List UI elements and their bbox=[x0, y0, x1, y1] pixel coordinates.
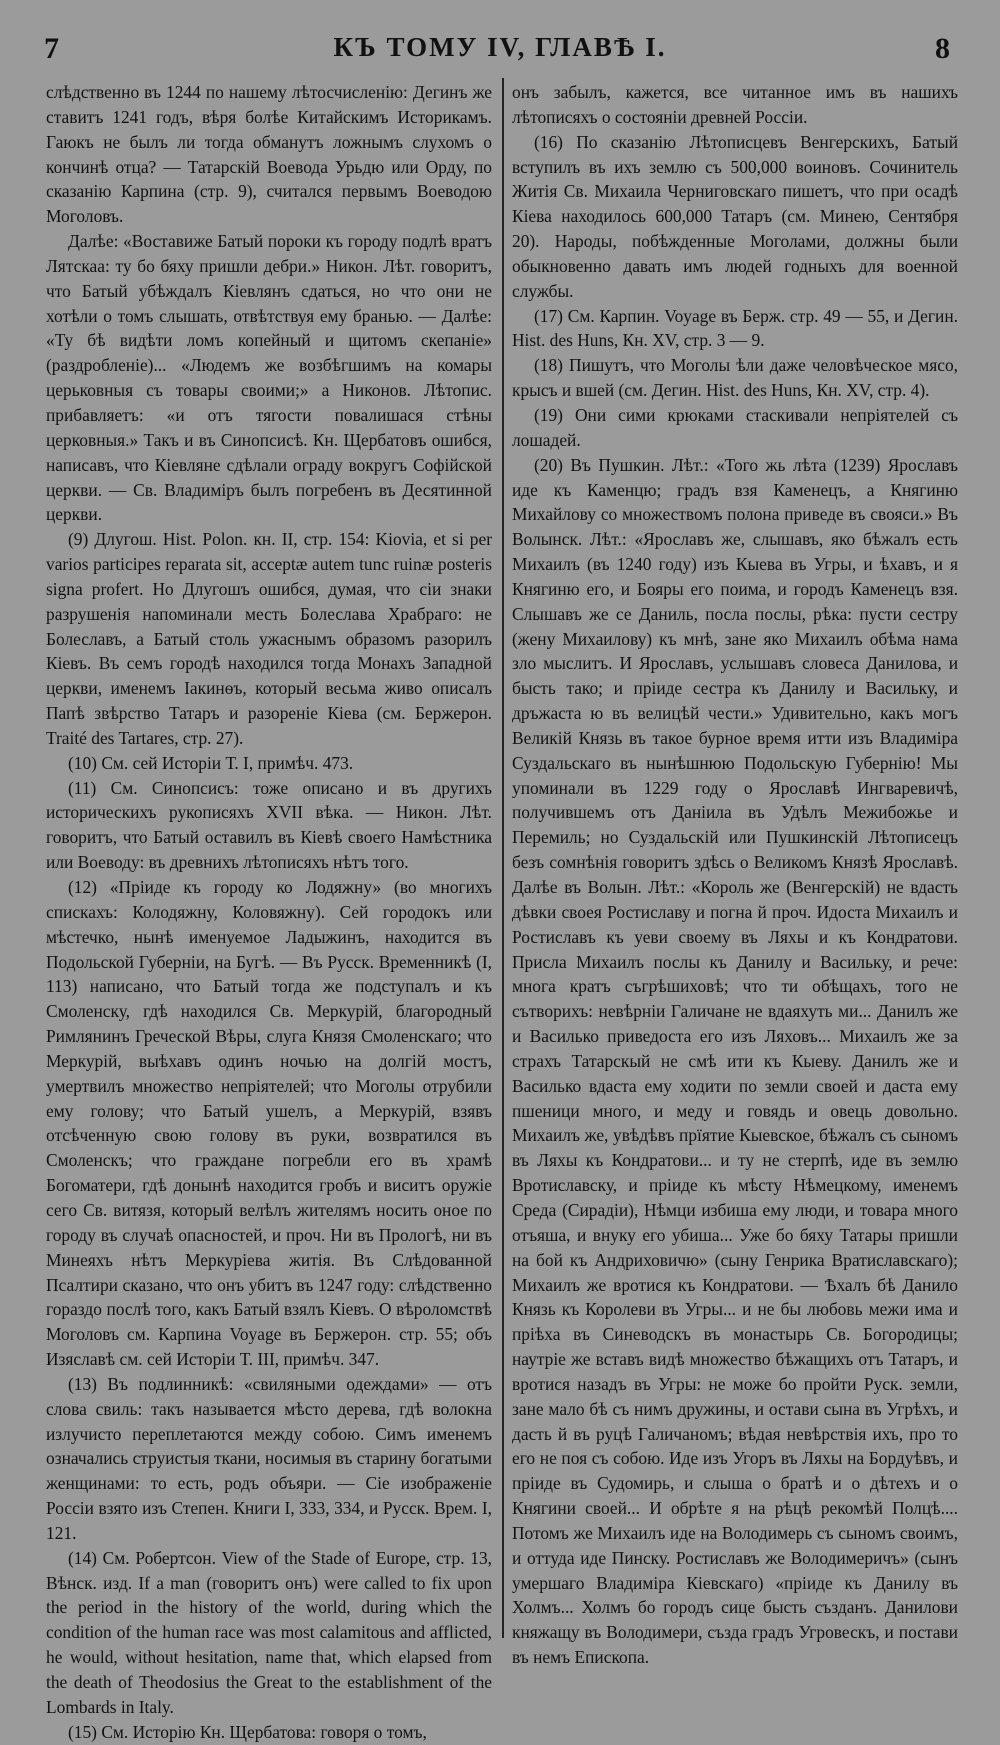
page-number-left: 7 bbox=[44, 32, 59, 65]
note-9: (9) Длугош. Hist. Polon. кн. II, стр. 154: Kiovia, et si per varios participes reparata sit, acceptæ autem tunc ruinæ posteris signa profert. Но Длугошъ ошибся, думая, что сіи знаки разрушенія напоминали месть Болеслава Храбраго: не Болеславъ, а Батый столь ужаснымъ образомъ разорилъ Кіевъ. Въ семъ городѣ находился тогда Монахъ Западной церкви, именемъ Іакинѳъ, который весьма живо описалъ Папѣ звѣрство Татаръ и разореніе Кіева (см. Бержерон. Traité des Tartares, стр. 27). bbox=[46, 529, 492, 748]
note-18: (18) Пишутъ, что Моголы ѣли даже человѣческое мясо, крысъ и вшей (см. Дегин. Hist. des Huns, Кн. XV, стр. 4). bbox=[512, 355, 958, 401]
note-20: (20) Въ Пушкин. Лѣт.: «Того жь лѣта (1239) Ярославъ иде къ Каменцю; градъ взя Каменецъ, а Княгиню Михайлову со множествомъ полона приведе въ свояси.» Въ Волынск. Лѣт.: «Ярославъ же, слышавъ, яко бѣжалъ есть Михаилъ (въ 1240 году) изъ Кыева въ Угры, и ѣхавъ, и я Княгиню его, и Бояры его поима, и городъ Каменецъ взя. Слышавъ же се Даниль, посла послы, рѣка: пусти сестру (жену Михаилову) къ мнѣ, зане яко Михаилъ обѣма нама зло мыслитъ. И Ярославъ, услышавъ словеса Данилова, и бысть тако; и пріиде сестра къ Данилу и Васильку, и дръжаста ю въ велицѣй чести.» Удивительно, какъ могъ Великій Князь въ такое бурное время итти изъ Владиміра Суздальскаго въ нынѣшнюю Подольскую Губернію! Мы упоминали въ 1229 году о Ярославѣ Ингваревичѣ, получившемъ отъ Даніила въ Удѣлъ Межибожье и Перемиль; но Суздальскій или Пушкинскій Лѣтописецъ безъ сомнѣнія говоритъ здѣсь о Великомъ Князѣ Ярославѣ. Далѣе въ Волын. Лѣт.: «Король же (Венгерскій) не вдасть дѣвки своея Ростиславу и погна й проч. Идоста Михаилъ и Ростиславъ къ уеви своему въ Ляхы и къ Кондратови. Присла Михаилъ послы къ Данилу и Васильку, и рече: многа кратъ съгрѣшиховѣ; что ти обѣщахъ, того не сътворихъ: невѣрніи Галичане не вдаяхуть ми... Данилъ же и Василько приведоста его изъ Ляховъ... Михаилъ же за страхъ Татарскый не смѣ ити къ Кыеву. Данилъ же и Василько вдаста ему ходити по земли своей и даста ему пшеници много, и меду и говядь и овець довольно. Михаилъ же, увѣдѣвъ прїятие Кыевское, бѣжалъ съ сыномъ въ Ляхы къ Кондратови... и ту не стерпѣ, иде въ землю Вротиславску, и пріиде къ мѣсту Нѣмецкому, именемъ Среда (Сирадіи), Нѣмци избиша ему люди, и товара много отъяша, и внуку его убиша... Уже бо бяху Татары пришли на бой къ Андриховичю» (сыну Генрика Вратиславскаго); Михаилъ же вротися къ Кондратови. — Ѣхалъ бѣ Данило Князь къ Королеви въ Угры... и не бы любовь межи има и пріѣха въ Синеводскъ въ монастырь Св. Богородицы; наутріе же вставъ видѣ множество бѣжащихъ отъ Татаръ, и вротися назадъ въ Угры: не може бо пройти Руск. земли, зане мало бѣ съ нимъ дружины, и остави сына въ Угрѣхъ, и дасть й въ руцѣ Галичаномъ; вѣдая невѣрствія ихъ, про то его не поя съ собою. Иде изъ Угоръ въ Ляхы на Бордуѣвъ, и пріиде въ Судомирь, и слыша о братѣ и о дѣтехъ и о Княгини своей... И обрѣте я на рѣцѣ рекомѣй Полцѣ.... Потомъ же Михаилъ иде на Володимерь съ сыномъ своимъ, и оттуда иде Пинску. Ростиславъ же Володимеричъ» (сынъ умершаго Владиміра Кіевскаго) «пріиде къ Данилу въ Холмъ... Холмъ бо городъ сице бысть създанъ. Данилови княжащу въ Володимери, създа градъ Угровескъ, и постави въ немъ Епископа. bbox=[512, 454, 958, 1668]
running-title: КЪ ТОМУ IV, ГЛАВѢ I. bbox=[333, 32, 667, 62]
note-14: (14) См. Робертсон. View of the Stade of Europe, стр. 13, Вѣнск. изд. If a man (говоритъ онъ) were called to fix upon the period in the history of the world, during which the condition of the human race was most calamitous and afflicted, he would, without hesitation, name that, which elapsed from the death of Theodosius the Great to the establishment of the Lombards in Italy. bbox=[46, 1547, 492, 1717]
note-17: (17) См. Карпин. Voyage въ Берж. стр. 49 — 55, и Дегин. Hist. des Huns, Кн. XV, стр. 3 — 9. bbox=[512, 305, 958, 351]
column-divider bbox=[502, 78, 504, 1638]
note-10: (10) См. сей Исторіи Т. I, примѣч. 473. bbox=[68, 752, 354, 773]
note-12: (12) «Пріиде къ городу ко Лодяжну» (во многихъ спискахъ: Колодяжну, Коловяжну). Сей городокъ или мѣстечко, нынѣ именуемое Ладыжинъ, находится въ Подольской Губерніи, на Бугѣ. — Въ Русск. Временникѣ (I, 113) написано, что Батый тогда же подступалъ и къ Смоленску, гдѣ находился Св. Меркурій, благородный Римлянинъ Греческой Вѣры, слуга Князя Смоленскаго; что Меркурій, выѣхавъ одинъ ночью на долгій мостъ, умертвилъ множество непріятелей; что Моголы отрубили ему голову; что Батый ушелъ, а Меркурій, взявъ отсѣченную свою голову въ руки, возвратился въ Смоленскъ; что граждане погребли его въ храмѣ Богоматери, гдѣ донынѣ находится гробъ и виситъ оружіе сего Св. витязя, который велѣлъ жителямъ носить оное по городу въ случаѣ опасностей, и проч. Ни въ Прологѣ, ни въ Минеяхъ нѣтъ Меркуріева житія. Въ Слѣдованной Псалтири сказано, что онъ убитъ въ 1247 году: слѣдственно гораздо послѣ того, какъ Батый взялъ Кіевъ. О вѣроломствѣ Моголовъ см. Карпина Voyage въ Бержерон. стр. 55; объ Изяславѣ см. сей Исторіи Т. III, примѣч. 347. bbox=[46, 877, 492, 1370]
note-paragraph: Далѣе: «Воставиже Батый пороки къ городу подлѣ вратъ Лятскаа: ту бо бяху пришли дебри.» Никон. Лѣт. говоритъ, что Батый убѣждалъ Кіевлянъ сдаться, но что они не хотѣли о томъ слышать, отвѣтствуя ему бранью. — Далѣе: «Ту бѣ видѣти ломъ копейный и щитомъ скепаніе» (раздробленіе)... «Людемъ же возбѣгшимъ на комары церьковныя съ товары своими;» а Никонов. Лѣтопис. прибавляетъ: «и отъ тягости повалишася стѣны церковныя.» Такъ и въ Синопсисѣ. Кн. Щербатовъ ошибся, написавъ, что Кіевляне сдѣлали ограду вокругъ Софійской церкви. — Св. Владиміръ былъ погребенъ въ Десятинной церкви. bbox=[46, 231, 492, 525]
note-13: (13) Въ подлинникѣ: «свиляными одеждами» — отъ слова свиль: такъ называется мѣсто дерева, гдѣ волокна излучисто переплетаются между собою. Симъ именемъ означались струистыя ткани, носимыя въ старину богатыми женщинами: то есть, родъ объяри. — Сіе изображеніе Россіи взято изъ Степен. Книги I, 333, 334, и Русск. Врем. I, 121. bbox=[46, 1373, 492, 1543]
note-19: (19) Они сими крюками стаскивали непріятелей съ лошадей. bbox=[512, 404, 958, 450]
note-paragraph: слѣдственно въ 1244 по нашему лѣтосчисленію: Дегинъ же ставитъ 1241 годъ, вѣря болѣе Китайскимъ Историкамъ. Гаюкъ не былъ ли тогда обманутъ ложнымъ слухомъ о кончинѣ отца? — Татарскій Воевода Урьдю или Орду, по сказанію Карпина (стр. 9), считался первымъ Воеводою Моголовъ. bbox=[46, 82, 492, 227]
note-11: (11) См. Синопсисъ: тоже описано и въ другихъ историческихъ рукописяхъ XVII вѣка. — Никон. Лѣт. говоритъ, что Батый оставилъ въ Кіевѣ своего Намѣстника или Воеводу: въ древнихъ лѣтописяхъ нѣтъ того. bbox=[46, 777, 492, 873]
right-column bbox=[512, 80, 958, 1668]
page-number-right: 8 bbox=[935, 32, 950, 65]
note-15: (15) См. Исторію Кн. Щербатова: говоря о томъ, bbox=[68, 1721, 427, 1742]
note-16: (16) По сказанію Лѣтописцевъ Венгерскихъ, Батый вступилъ въ ихъ землю съ 500,000 воиновъ. Сочинитель Житія Св. Михаила Черниговскаго пишетъ, что при осадѣ Кіева находилось 600,000 Татаръ (см. Минею, Сентября 20). Народы, побѣжденные Моголами, должны были обыкновенно давать имъ людей годныхъ для военной службы. bbox=[512, 131, 958, 301]
note-15-continued: онъ забылъ, кажется, все читанное имъ въ нашихъ лѣтописяхъ о состояніи древней Россіи. bbox=[512, 82, 958, 127]
left-column bbox=[46, 80, 492, 1742]
page-header bbox=[0, 32, 1000, 72]
